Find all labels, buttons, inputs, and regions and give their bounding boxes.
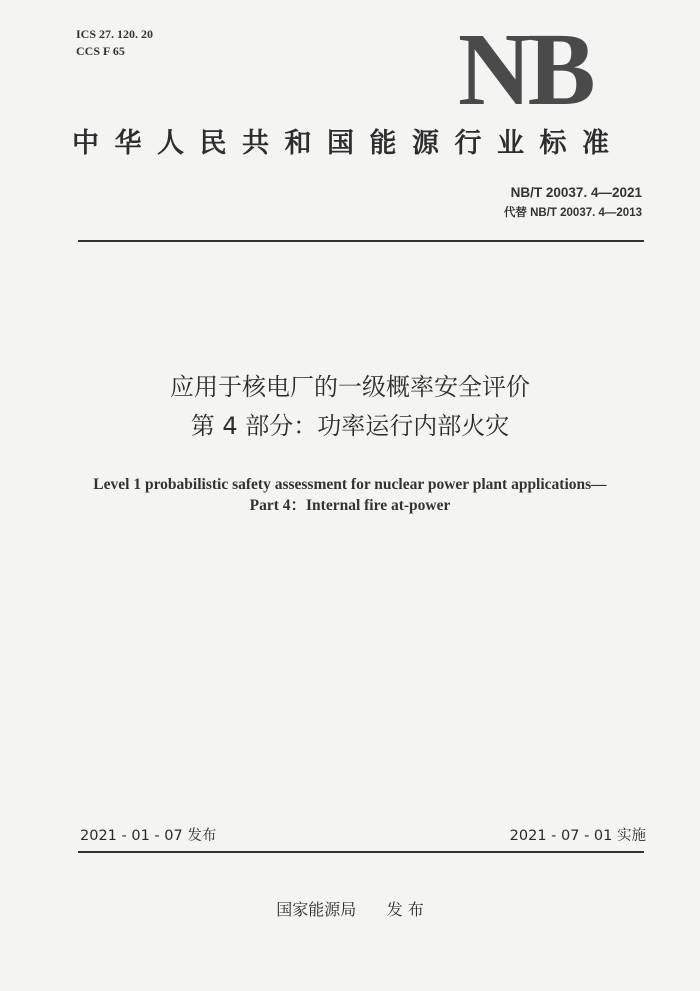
classification-codes (76, 26, 153, 60)
ics-code: ICS 27. 120. 20 (76, 27, 154, 41)
replaced-standard: 代替 NB/T 20037. 4—2013 (503, 207, 642, 219)
top-divider (78, 240, 644, 242)
issue-date: 2021 - 01 - 07 发布 (80, 828, 217, 844)
english-title (0, 474, 700, 516)
chinese-title (0, 368, 700, 446)
ccs-code: CCS F 65 (76, 44, 125, 58)
english-title-line1: Level 1 probabilistic safety assessment for nuclear power plant applications— (93, 476, 607, 493)
english-title-line2: Part 4：Internal fire at-power (249, 497, 451, 514)
standard-number: NB/T 20037. 4—2021 (510, 185, 642, 200)
chinese-title-line1: 应用于核电厂的一级概率安全评价 (170, 373, 530, 401)
chinese-title-line2: 第 4 部分：功率运行内部火灾 (190, 412, 510, 440)
nb-logo: NB (458, 12, 592, 127)
bottom-divider (78, 851, 644, 853)
publisher: 国家能源局 发 布 (276, 900, 424, 919)
standard-category-title: 中华人民共和国能源行业标准 (72, 128, 625, 159)
implementation-date: 2021 - 07 - 01 实施 (509, 828, 646, 844)
